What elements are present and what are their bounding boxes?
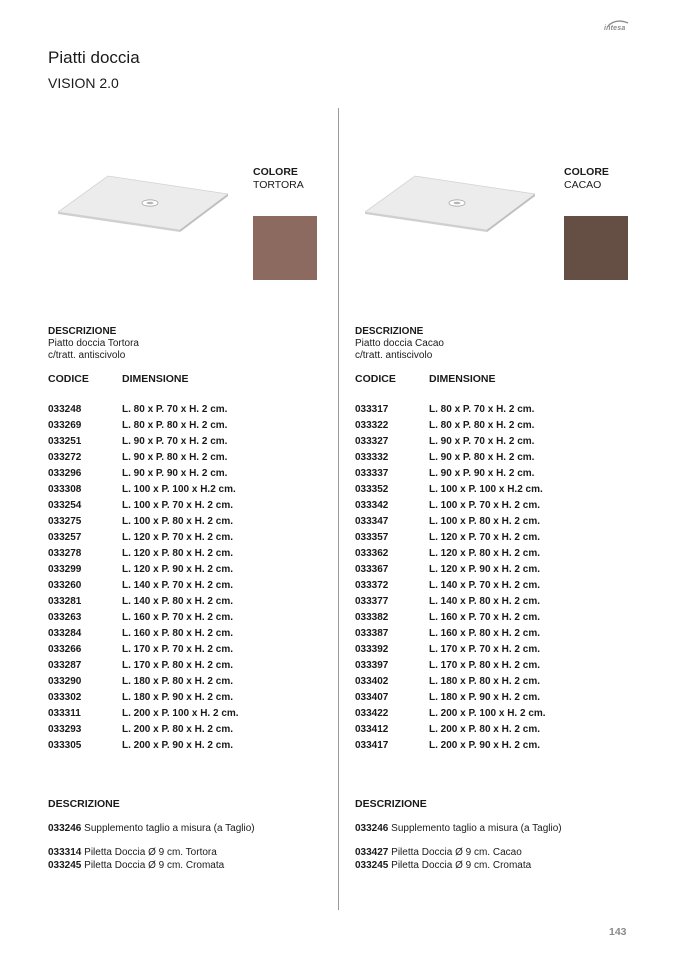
product-table — [48, 404, 338, 756]
accessory-line — [355, 823, 562, 834]
description-heading: DESCRIZIONE — [48, 326, 117, 337]
accessory-code: 033245 — [355, 860, 389, 871]
product-code: 033308 — [48, 484, 82, 495]
product-code: 033296 — [48, 468, 82, 479]
accessories-heading: DESCRIZIONE — [48, 798, 120, 810]
product-code: 033377 — [355, 596, 389, 607]
table-row — [48, 452, 338, 468]
product-code: 033290 — [48, 676, 82, 687]
table-row — [355, 484, 645, 500]
table-row — [355, 724, 645, 740]
product-dimension: L. 100 x P. 80 x H. 2 cm. — [122, 516, 233, 527]
table-row — [48, 644, 338, 660]
accessory-code: 033314 — [48, 847, 82, 858]
description-heading: DESCRIZIONE — [355, 326, 424, 337]
product-code: 033372 — [355, 580, 389, 591]
product-dimension: L. 170 x P. 80 x H. 2 cm. — [429, 660, 540, 671]
table-row — [48, 516, 338, 532]
color-label — [564, 166, 609, 192]
accessory-code: 033246 — [355, 823, 389, 834]
product-description — [355, 326, 444, 362]
product-dimension: L. 100 x P. 100 x H.2 cm. — [122, 484, 236, 495]
product-code: 033387 — [355, 628, 389, 639]
accessory-code: 033245 — [48, 860, 82, 871]
product-code: 033317 — [355, 404, 389, 415]
product-dimension: L. 180 x P. 90 x H. 2 cm. — [122, 692, 233, 703]
accessory-text: Piletta Doccia Ø 9 cm. Cromata — [81, 860, 225, 871]
product-dimension: L. 90 x P. 90 x H. 2 cm. — [122, 468, 228, 479]
description-line: Piatto doccia Cacao — [355, 338, 444, 349]
color-swatch — [253, 216, 317, 280]
column-divider — [338, 108, 339, 910]
table-row — [355, 468, 645, 484]
product-dimension: L. 200 x P. 80 x H. 2 cm. — [122, 724, 233, 735]
color-key: COLORE — [564, 166, 609, 178]
product-dimension: L. 140 x P. 70 x H. 2 cm. — [429, 580, 540, 591]
table-row — [355, 676, 645, 692]
product-code: 033402 — [355, 676, 389, 687]
accessory-line — [355, 860, 531, 871]
product-dimension: L. 170 x P. 70 x H. 2 cm. — [122, 644, 233, 655]
accessory-text: Piletta Doccia Ø 9 cm. Cromata — [388, 860, 532, 871]
table-row — [48, 436, 338, 452]
product-code: 033422 — [355, 708, 389, 719]
accessories-heading: DESCRIZIONE — [355, 798, 427, 810]
product-code: 033352 — [355, 484, 389, 495]
product-dimension: L. 120 x P. 70 x H. 2 cm. — [429, 532, 540, 543]
product-column-cacao — [355, 0, 645, 958]
product-code: 033357 — [355, 532, 389, 543]
product-code: 033272 — [48, 452, 82, 463]
color-label — [253, 166, 304, 192]
product-dimension: L. 140 x P. 80 x H. 2 cm. — [429, 596, 540, 607]
product-code: 033417 — [355, 740, 389, 751]
product-code: 033397 — [355, 660, 389, 671]
product-code: 033263 — [48, 612, 82, 623]
product-code: 033284 — [48, 628, 82, 639]
table-row — [355, 516, 645, 532]
color-name: TORTORA — [253, 179, 304, 191]
product-dimension: L. 140 x P. 80 x H. 2 cm. — [122, 596, 233, 607]
table-row — [355, 548, 645, 564]
color-swatch — [564, 216, 628, 280]
product-code: 033251 — [48, 436, 82, 447]
product-dimension: L. 90 x P. 80 x H. 2 cm. — [122, 452, 228, 463]
table-row — [355, 420, 645, 436]
product-dimension: L. 200 x P. 80 x H. 2 cm. — [429, 724, 540, 735]
table-row — [48, 692, 338, 708]
accessory-text: Piletta Doccia Ø 9 cm. Tortora — [81, 847, 217, 858]
product-code: 033327 — [355, 436, 389, 447]
table-row — [355, 596, 645, 612]
product-dimension: L. 140 x P. 70 x H. 2 cm. — [122, 580, 233, 591]
table-row — [48, 676, 338, 692]
table-row — [48, 628, 338, 644]
page-number: 143 — [609, 926, 627, 938]
accessory-line — [48, 823, 255, 834]
product-code: 033269 — [48, 420, 82, 431]
product-dimension: L. 180 x P. 90 x H. 2 cm. — [429, 692, 540, 703]
table-row — [355, 708, 645, 724]
product-dimension: L. 200 x P. 90 x H. 2 cm. — [429, 740, 540, 751]
page-subtitle: VISION 2.0 — [48, 75, 119, 91]
product-code: 033260 — [48, 580, 82, 591]
description-line: c/tratt. antiscivolo — [48, 350, 126, 361]
product-dimension: L. 100 x P. 70 x H. 2 cm. — [429, 500, 540, 511]
shower-tray-image — [365, 172, 535, 232]
description-line: c/tratt. antiscivolo — [355, 350, 433, 361]
product-dimension: L. 120 x P. 80 x H. 2 cm. — [122, 548, 233, 559]
color-name: CACAO — [564, 179, 602, 191]
product-table — [355, 404, 645, 756]
product-code: 033248 — [48, 404, 82, 415]
product-dimension: L. 200 x P. 90 x H. 2 cm. — [122, 740, 233, 751]
table-row — [48, 420, 338, 436]
product-code: 033293 — [48, 724, 82, 735]
product-column-tortora — [48, 0, 338, 958]
accessory-code: 033427 — [355, 847, 389, 858]
header-code: CODICE — [355, 373, 396, 385]
table-row — [355, 692, 645, 708]
product-code: 033342 — [355, 500, 389, 511]
shower-tray-image — [58, 172, 228, 232]
product-dimension: L. 100 x P. 70 x H. 2 cm. — [122, 500, 233, 511]
accessory-line — [48, 847, 217, 858]
table-row — [355, 452, 645, 468]
product-dimension: L. 120 x P. 90 x H. 2 cm. — [429, 564, 540, 575]
brand-name: intesa — [604, 25, 626, 32]
product-dimension: L. 90 x P. 70 x H. 2 cm. — [122, 436, 228, 447]
product-code: 033382 — [355, 612, 389, 623]
product-dimension: L. 80 x P. 80 x H. 2 cm. — [122, 420, 228, 431]
table-row — [48, 612, 338, 628]
product-code: 033407 — [355, 692, 389, 703]
accessory-line — [48, 860, 224, 871]
table-row — [48, 740, 338, 756]
product-dimension: L. 100 x P. 100 x H.2 cm. — [429, 484, 543, 495]
page-title: Piatti doccia — [48, 48, 140, 67]
product-description — [48, 326, 139, 362]
product-dimension: L. 90 x P. 70 x H. 2 cm. — [429, 436, 535, 447]
product-code: 033337 — [355, 468, 389, 479]
product-code: 033347 — [355, 516, 389, 527]
product-code: 033367 — [355, 564, 389, 575]
table-row — [355, 612, 645, 628]
product-code: 033362 — [355, 548, 389, 559]
table-row — [48, 500, 338, 516]
product-dimension: L. 180 x P. 80 x H. 2 cm. — [429, 676, 540, 687]
product-dimension: L. 160 x P. 70 x H. 2 cm. — [122, 612, 233, 623]
table-row — [48, 484, 338, 500]
product-dimension: L. 100 x P. 80 x H. 2 cm. — [429, 516, 540, 527]
product-code: 033412 — [355, 724, 389, 735]
product-dimension: L. 120 x P. 90 x H. 2 cm. — [122, 564, 233, 575]
product-code: 033322 — [355, 420, 389, 431]
table-row — [355, 740, 645, 756]
table-row — [355, 628, 645, 644]
table-row — [48, 580, 338, 596]
product-code: 033392 — [355, 644, 389, 655]
product-code: 033287 — [48, 660, 82, 671]
table-row — [355, 644, 645, 660]
product-dimension: L. 200 x P. 100 x H. 2 cm. — [429, 708, 546, 719]
product-dimension: L. 180 x P. 80 x H. 2 cm. — [122, 676, 233, 687]
product-dimension: L. 160 x P. 80 x H. 2 cm. — [429, 628, 540, 639]
accessory-text: Supplemento taglio a misura (a Taglio) — [388, 823, 562, 834]
table-row — [355, 580, 645, 596]
table-row — [48, 564, 338, 580]
table-row — [355, 500, 645, 516]
product-dimension: L. 120 x P. 80 x H. 2 cm. — [429, 548, 540, 559]
product-code: 033332 — [355, 452, 389, 463]
table-row — [48, 548, 338, 564]
table-row — [355, 532, 645, 548]
table-row — [48, 596, 338, 612]
table-row — [48, 468, 338, 484]
product-dimension: L. 200 x P. 100 x H. 2 cm. — [122, 708, 239, 719]
product-code: 033257 — [48, 532, 82, 543]
table-row — [355, 436, 645, 452]
table-row — [48, 724, 338, 740]
product-code: 033302 — [48, 692, 82, 703]
product-dimension: L. 160 x P. 70 x H. 2 cm. — [429, 612, 540, 623]
table-row — [355, 564, 645, 580]
product-dimension: L. 90 x P. 90 x H. 2 cm. — [429, 468, 535, 479]
product-code: 033275 — [48, 516, 82, 527]
table-row — [48, 660, 338, 676]
table-row — [48, 708, 338, 724]
product-dimension: L. 80 x P. 80 x H. 2 cm. — [429, 420, 535, 431]
product-dimension: L. 80 x P. 70 x H. 2 cm. — [429, 404, 535, 415]
product-code: 033305 — [48, 740, 82, 751]
table-row — [355, 660, 645, 676]
product-dimension: L. 90 x P. 80 x H. 2 cm. — [429, 452, 535, 463]
product-code: 033266 — [48, 644, 82, 655]
product-code: 033278 — [48, 548, 82, 559]
header-dimension: DIMENSIONE — [429, 373, 496, 385]
description-line: Piatto doccia Tortora — [48, 338, 139, 349]
product-dimension: L. 160 x P. 80 x H. 2 cm. — [122, 628, 233, 639]
product-dimension: L. 120 x P. 70 x H. 2 cm. — [122, 532, 233, 543]
product-code: 033254 — [48, 500, 82, 511]
accessory-text: Supplemento taglio a misura (a Taglio) — [81, 823, 255, 834]
product-code: 033299 — [48, 564, 82, 575]
table-row — [48, 532, 338, 548]
accessory-line — [355, 847, 522, 858]
accessory-code: 033246 — [48, 823, 82, 834]
product-code: 033311 — [48, 708, 81, 719]
product-code: 033281 — [48, 596, 82, 607]
accessory-text: Piletta Doccia Ø 9 cm. Cacao — [388, 847, 522, 858]
product-dimension: L. 170 x P. 70 x H. 2 cm. — [429, 644, 540, 655]
header-code: CODICE — [48, 373, 89, 385]
table-row — [355, 404, 645, 420]
color-key: COLORE — [253, 166, 298, 178]
table-row — [48, 404, 338, 420]
header-dimension: DIMENSIONE — [122, 373, 189, 385]
product-dimension: L. 80 x P. 70 x H. 2 cm. — [122, 404, 228, 415]
product-dimension: L. 170 x P. 80 x H. 2 cm. — [122, 660, 233, 671]
